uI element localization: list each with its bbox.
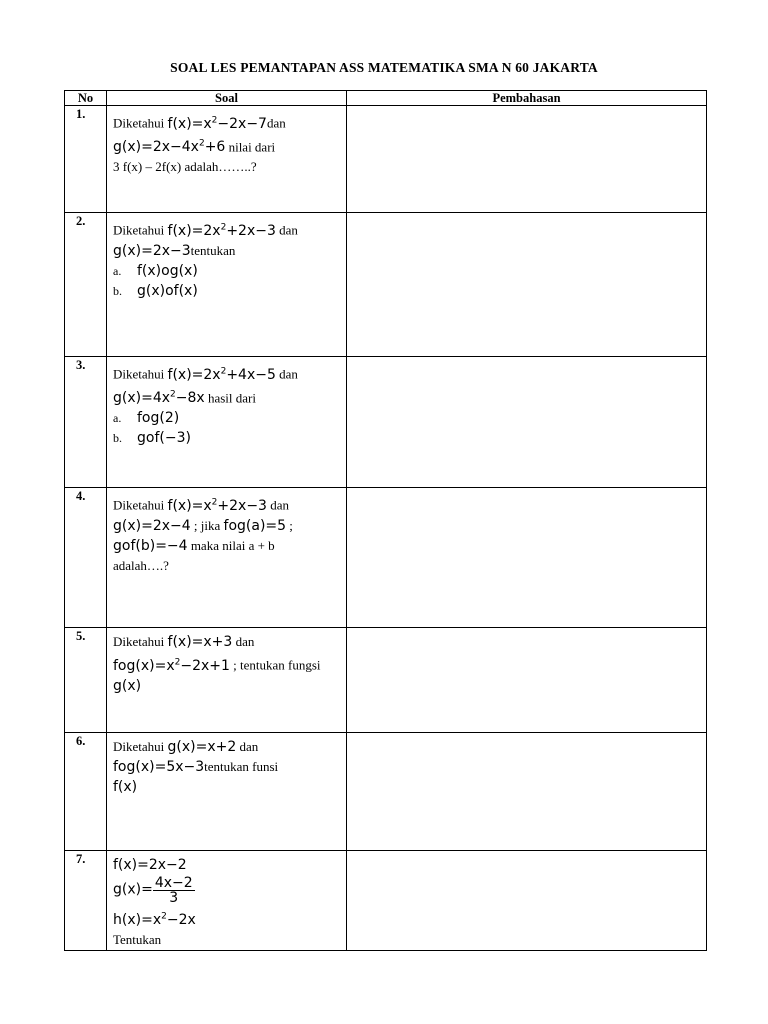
question-cell xyxy=(107,628,347,733)
question-line xyxy=(113,134,346,158)
question-text: ; tentukan fungsi xyxy=(229,657,321,673)
question-text: dan xyxy=(275,366,298,382)
math-expression: fog(x)=5x−3 xyxy=(113,759,205,775)
math-expression: f(x)og(x) xyxy=(137,262,198,279)
math-expression: f(x)=x+3 xyxy=(167,634,233,650)
question-line xyxy=(113,676,346,696)
fraction-denominator: 3 xyxy=(169,890,179,906)
math-expression: fog(a)=5 xyxy=(223,517,287,534)
math-expression: $f(x)=2x^2+4x-5$ xyxy=(167,366,276,383)
math-expression: g(x)of(x) xyxy=(137,282,198,299)
table-row xyxy=(65,733,707,851)
question-line xyxy=(113,855,346,875)
option-label: b. xyxy=(113,431,122,446)
question-text: ; jika xyxy=(190,517,224,533)
question-line xyxy=(113,737,346,757)
question-text: dan xyxy=(266,497,289,513)
question-text: adalah….? xyxy=(113,557,169,573)
math-expression: $g(x)=4x^2-8x$ xyxy=(113,389,205,407)
header-soal: Soal xyxy=(107,91,347,106)
question-line xyxy=(113,361,346,385)
question-line xyxy=(113,906,346,930)
question-text: Diketahui xyxy=(113,634,168,649)
question-cell xyxy=(107,488,347,628)
math-expression: gof(−3) xyxy=(137,430,191,447)
table-row xyxy=(65,851,707,951)
math-expression: $f(x)=2x^2+2x-3$ xyxy=(167,222,276,239)
question-line xyxy=(113,261,346,281)
pembahasan-cell[interactable] xyxy=(347,357,707,488)
question-line xyxy=(113,217,346,241)
question-line xyxy=(113,110,346,134)
math-expression: f(x)=2x−2 xyxy=(113,857,187,873)
question-text: dan xyxy=(236,739,259,754)
question-table xyxy=(64,90,707,951)
question-text: Diketahui xyxy=(113,222,168,238)
question-number: 4. xyxy=(65,488,107,628)
question-line xyxy=(113,241,346,261)
page-title: SOAL LES PEMANTAPAN ASS MATEMATIKA SMA N 60 JAKARTA xyxy=(170,60,598,75)
question-text: tentukan xyxy=(190,242,236,258)
question-line xyxy=(113,385,346,409)
table-header-row xyxy=(65,91,707,106)
pembahasan-cell[interactable] xyxy=(347,213,707,357)
math-expression: fog(2) xyxy=(137,410,180,427)
question-text: hasil dari xyxy=(204,390,256,406)
option-label: a. xyxy=(113,411,122,426)
option-label: a. xyxy=(113,263,122,278)
pembahasan-cell[interactable] xyxy=(347,851,707,951)
option-label: b. xyxy=(113,283,122,298)
header-no: No xyxy=(65,91,107,106)
question-text: dan xyxy=(232,634,255,649)
table-row xyxy=(65,628,707,733)
question-cell xyxy=(107,851,347,951)
question-text: dan xyxy=(266,115,286,131)
question-line xyxy=(113,556,346,576)
question-cell xyxy=(107,357,347,488)
question-cell xyxy=(107,733,347,851)
math-expression: $f(x)=x^2+2x-3$ xyxy=(167,497,267,514)
table-row xyxy=(65,106,707,213)
question-text: Tentukan xyxy=(113,931,162,947)
pembahasan-cell[interactable] xyxy=(347,106,707,213)
question-line xyxy=(113,281,346,301)
math-expression: g(x)=2x−4 xyxy=(113,517,191,534)
question-text: nilai dari xyxy=(225,139,276,155)
table-row xyxy=(65,213,707,357)
question-number: 1. xyxy=(65,106,107,213)
question-line xyxy=(113,757,346,777)
pembahasan-cell[interactable] xyxy=(347,628,707,733)
question-text: Diketahui xyxy=(113,366,168,382)
math-expression: g(x) xyxy=(113,677,142,694)
math-expression: $g(x)=2x-4x^2+6$ xyxy=(113,138,226,156)
math-expression: g(x)=x+2 xyxy=(167,739,237,755)
question-line xyxy=(113,428,346,448)
question-number: 5. xyxy=(65,628,107,733)
question-text: dan xyxy=(275,222,298,238)
question-cell xyxy=(107,106,347,213)
question-line xyxy=(113,632,346,652)
question-line xyxy=(113,492,346,516)
question-line xyxy=(113,652,346,676)
pembahasan-cell[interactable] xyxy=(347,488,707,628)
question-line xyxy=(113,777,346,797)
header-pembahasan: Pembahasan xyxy=(347,91,707,106)
math-expression: g(x)= xyxy=(113,881,153,898)
fraction xyxy=(153,876,195,905)
question-text: ; xyxy=(286,517,293,533)
question-line xyxy=(113,876,346,905)
math-expression: gof(b)=−4 xyxy=(113,537,188,554)
question-text: Diketahui xyxy=(113,115,168,131)
question-text: Diketahui xyxy=(113,739,168,754)
question-text: 3 f(x) – 2f(x) adalah……..? xyxy=(113,159,257,175)
math-expression: $h(x)=x^2-2x$ xyxy=(113,911,196,928)
question-cell xyxy=(107,213,347,357)
question-number: 2. xyxy=(65,213,107,357)
pembahasan-cell[interactable] xyxy=(347,733,707,851)
math-expression: $fog(x)=x^2-2x+1$ xyxy=(113,657,230,674)
table-row xyxy=(65,357,707,488)
math-expression: $f(x)=x^2-2x-7$ xyxy=(167,115,267,132)
question-line xyxy=(113,516,346,536)
math-expression: g(x)=2x−3 xyxy=(113,242,191,259)
question-number: 6. xyxy=(65,733,107,851)
question-number: 7. xyxy=(65,851,107,951)
fraction-numerator: 4x−2 xyxy=(154,875,193,891)
question-line xyxy=(113,157,346,177)
table-row xyxy=(65,488,707,628)
question-number: 3. xyxy=(65,357,107,488)
question-text: Diketahui xyxy=(113,497,168,513)
question-text: tentukan funsi xyxy=(204,759,279,774)
question-text: maka nilai a + b xyxy=(187,537,275,553)
math-expression: f(x) xyxy=(113,779,138,795)
question-line xyxy=(113,536,346,556)
question-line xyxy=(113,408,346,428)
question-line xyxy=(113,930,346,950)
